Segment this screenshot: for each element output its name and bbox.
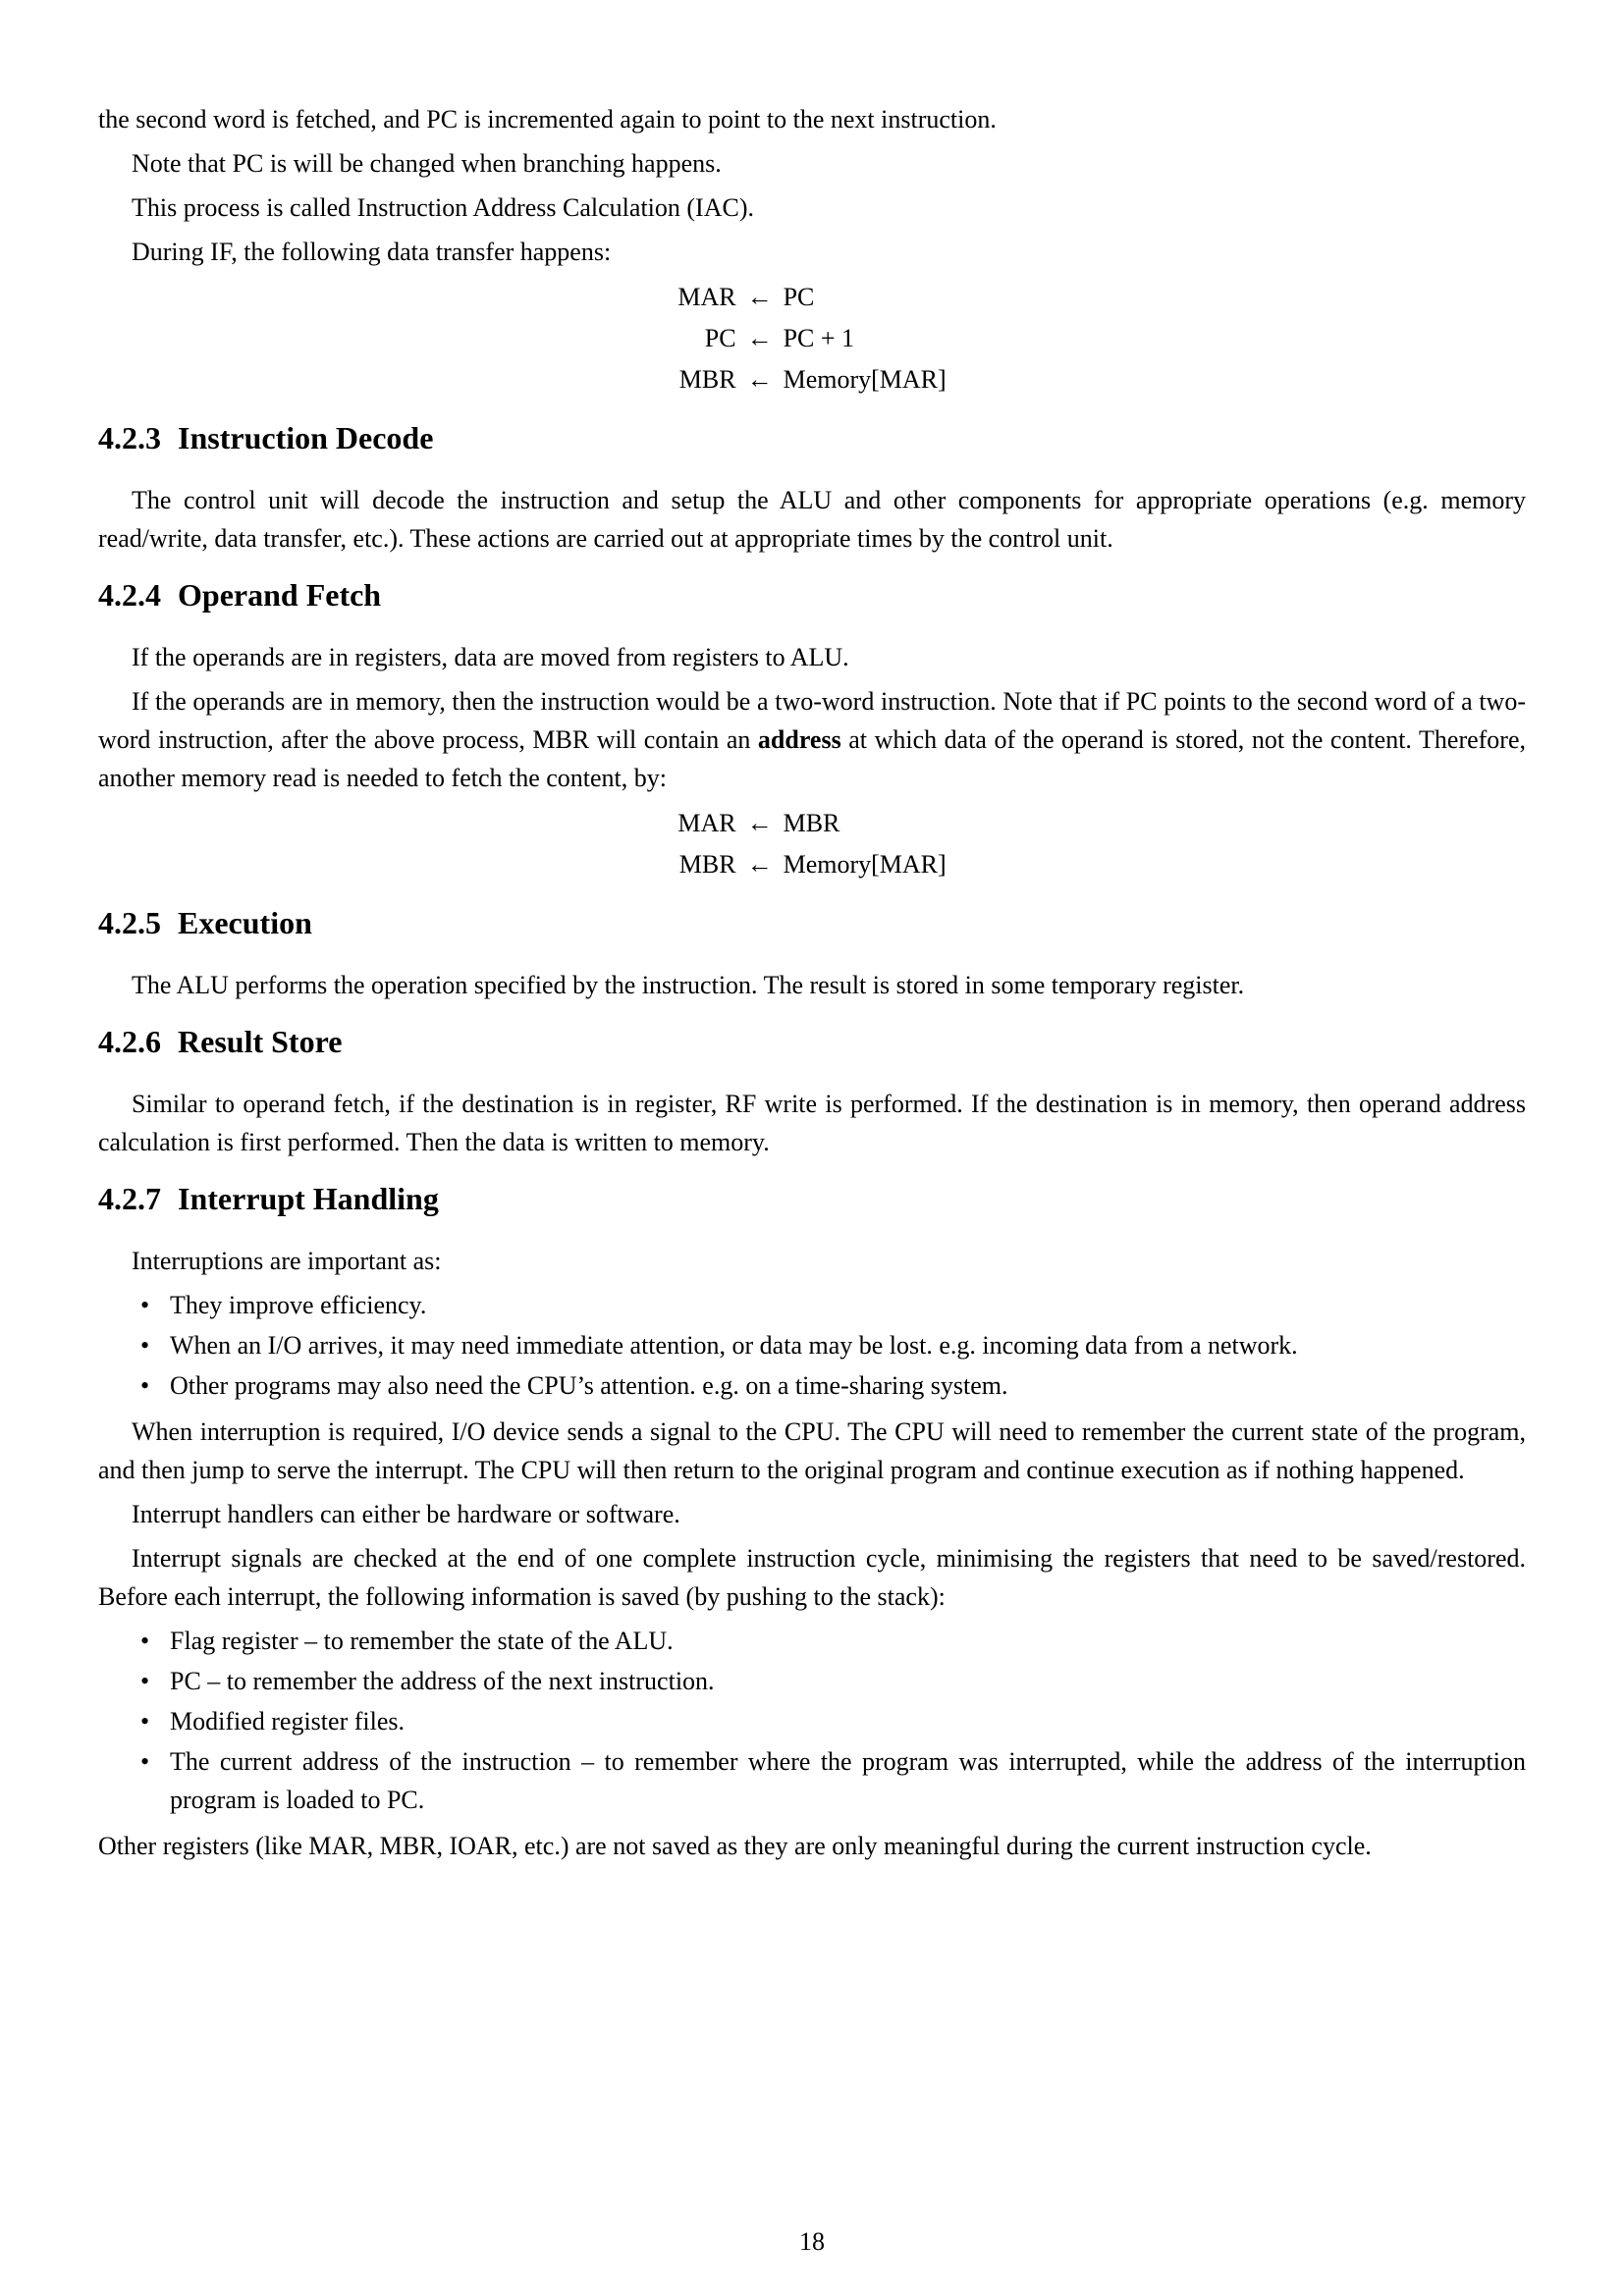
- list-item-text: Modified register files.: [170, 1707, 405, 1735]
- para-result-store: Similar to operand fetch, if the destination is in register, RF write is performed. If the destination is in memory, then operand address calculation is first performed. Then the data is written to memory.: [98, 1090, 1526, 1156]
- list-item: [140, 1622, 1526, 1660]
- section-number: 4.2.5: [98, 905, 161, 940]
- para-text: at which data of the operand is stored, not the content. Therefore, another memory read is needed to fetch the content, by:: [98, 725, 1526, 792]
- bullet-marker: •: [140, 1291, 150, 1319]
- para-interruptions-important: Interruptions are important as:: [132, 1247, 442, 1275]
- page-number: 18: [799, 2227, 825, 2256]
- equation-row: [677, 844, 946, 885]
- list-item-text: The current address of the instruction – to remember where the program was interrupted, while the address of the interruption program is loaded to PC.: [170, 1747, 1526, 1814]
- para-interrupt-signals: Interrupt signals are checked at the end of one complete instruction cycle, minimising the registers that need to be saved/restored. Before each interrupt, the following information is saved (by pushing to the stack):: [98, 1544, 1526, 1611]
- left-arrow-icon: ←: [746, 809, 773, 837]
- para-text: If the operands are in memory, then the instruction would be a two-word instruction. Note that if PC points to the second word of a two-word instruction, after the above process, MBR will contain an: [98, 687, 1526, 754]
- section-number: 4.2.6: [98, 1024, 161, 1059]
- list-item-text: Other programs may also need the CPU’s attention. e.g. on a time-sharing system.: [170, 1371, 1008, 1400]
- bullet-marker: •: [140, 1747, 150, 1776]
- para-interrupt-flow: When interruption is required, I/O device sends a signal to the CPU. The CPU will need to remember the current state of the program, and then jump to serve the interrupt. The CPU will then return to the original program and continue execution as if nothing happened.: [98, 1417, 1526, 1484]
- equation-rhs: Memory[MAR]: [783, 365, 947, 394]
- list-item: [140, 1286, 1526, 1324]
- equation-lhs: MAR: [677, 809, 736, 837]
- equation-row: [677, 318, 946, 359]
- para-interrupt-handlers: Interrupt handlers can either be hardware or software.: [132, 1500, 680, 1528]
- para-continuation: the second word is fetched, and PC is incremented again to point to the next instruction.: [98, 105, 997, 133]
- equation-block-operand-fetch: [677, 803, 946, 885]
- section-title: Execution: [178, 905, 312, 940]
- list-item: [140, 1366, 1526, 1405]
- para-operand-registers: If the operands are in registers, data are moved from registers to ALU.: [132, 643, 849, 671]
- equation-lhs: PC: [704, 324, 736, 352]
- bold-address: address: [757, 725, 841, 754]
- left-arrow-icon: ←: [746, 850, 773, 879]
- list-item-text: Flag register – to remember the state of the ALU.: [170, 1627, 674, 1655]
- left-arrow-icon: ←: [746, 283, 773, 311]
- section-title: Result Store: [178, 1024, 343, 1059]
- page-footer: [0, 2222, 1624, 2261]
- equation-rhs: Memory[MAR]: [783, 850, 947, 879]
- list-item: [140, 1662, 1526, 1700]
- bullet-marker: •: [140, 1371, 150, 1400]
- section-number: 4.2.7: [98, 1181, 161, 1216]
- section-heading-instruction-decode: [98, 418, 1526, 457]
- section-heading-execution: [98, 903, 1526, 942]
- para-other-registers: Other registers (like MAR, MBR, IOAR, etc.) are not saved as they are only meaningful during the current instruction cycle.: [98, 1832, 1372, 1860]
- list-item-text: When an I/O arrives, it may need immediate attention, or data may be lost. e.g. incoming data from a network.: [170, 1331, 1298, 1360]
- bullet-marker: •: [140, 1667, 150, 1695]
- section-title: Instruction Decode: [178, 420, 434, 455]
- equation-rhs: PC: [783, 283, 815, 311]
- list-item-text: PC – to remember the address of the next instruction.: [170, 1667, 715, 1695]
- left-arrow-icon: ←: [746, 365, 773, 394]
- list-item: [140, 1326, 1526, 1364]
- equation-row: [677, 277, 946, 318]
- para-note: Note that PC is will be changed when branching happens.: [132, 149, 722, 178]
- list-item: [140, 1742, 1526, 1819]
- para-during-if: During IF, the following data transfer happens:: [132, 238, 612, 266]
- section-title: Interrupt Handling: [178, 1181, 439, 1216]
- equation-lhs: MBR: [678, 365, 736, 394]
- para-execution: The ALU performs the operation specified by the instruction. The result is stored in some temporary register.: [132, 971, 1245, 999]
- equation-rhs: MBR: [783, 809, 840, 837]
- section-number: 4.2.4: [98, 577, 161, 613]
- para-instruction-decode: The control unit will decode the instruction and setup the ALU and other components for appropriate operations (e.g. memory read/write, data transfer, etc.). These actions are carried out at appropriate times by the control unit.: [98, 486, 1526, 553]
- left-arrow-icon: ←: [746, 324, 773, 352]
- equation-row: [677, 359, 946, 400]
- list-item: [140, 1702, 1526, 1740]
- section-heading-result-store: [98, 1022, 1526, 1061]
- bullet-list-saved-info: [98, 1622, 1526, 1819]
- equation-rhs: PC + 1: [783, 324, 855, 352]
- equation-lhs: MAR: [677, 283, 736, 311]
- bullet-marker: •: [140, 1627, 150, 1655]
- bullet-list-interrupt-reasons: [98, 1286, 1526, 1405]
- bullet-marker: •: [140, 1331, 150, 1360]
- section-heading-operand-fetch: [98, 575, 1526, 614]
- section-number: 4.2.3: [98, 420, 161, 455]
- equation-block-instruction-fetch: [677, 277, 946, 400]
- para-operand-memory: [98, 682, 1526, 797]
- para-iac: This process is called Instruction Address Calculation (IAC).: [132, 193, 754, 222]
- equation-row: [677, 803, 946, 844]
- bullet-marker: •: [140, 1707, 150, 1735]
- section-title: Operand Fetch: [178, 577, 382, 613]
- equation-lhs: MBR: [678, 850, 736, 879]
- section-heading-interrupt-handling: [98, 1179, 1526, 1218]
- list-item-text: They improve efficiency.: [170, 1291, 427, 1319]
- page-content: [98, 100, 1526, 1871]
